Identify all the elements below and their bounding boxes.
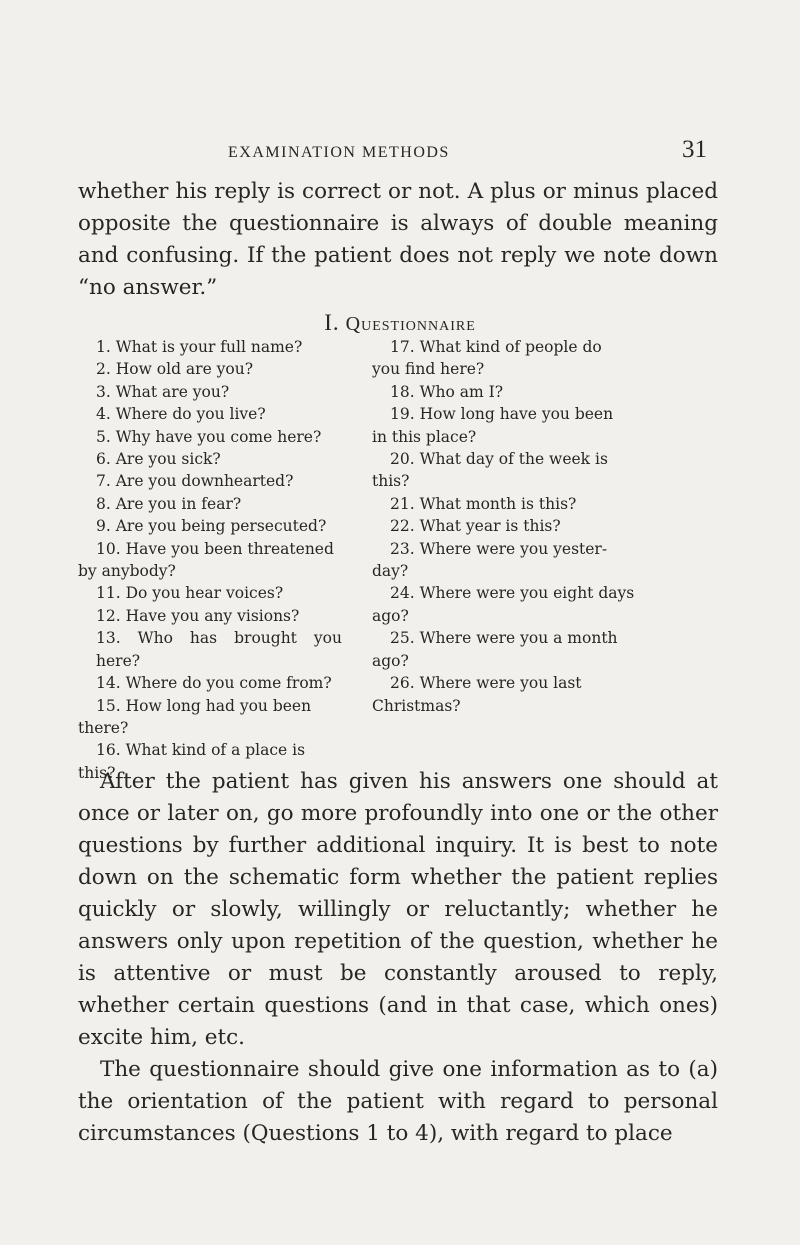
question-number: 4. bbox=[96, 405, 111, 424]
question-item bbox=[78, 358, 342, 380]
question-number: 17. bbox=[390, 338, 415, 356]
question-text: What year is this? bbox=[419, 517, 561, 536]
question-continuation: day? bbox=[372, 562, 409, 581]
question-item bbox=[78, 470, 342, 492]
question-item bbox=[78, 381, 342, 403]
question-text: Where do you come from? bbox=[125, 674, 332, 693]
question-number: 24. bbox=[390, 584, 415, 603]
question-item bbox=[372, 672, 718, 717]
question-number: 12. bbox=[96, 606, 121, 625]
question-number: 14. bbox=[96, 674, 121, 693]
question-number: 11. bbox=[96, 584, 121, 603]
paragraph-body-2: The questionnaire should give one information as to (a) the orientation of the patient with regard to personal circumstances (Questions 1 to 4), with regard to place bbox=[78, 1057, 718, 1146]
question-continuation: this? bbox=[78, 763, 116, 782]
question-item bbox=[78, 605, 342, 627]
question-text: Are you being persecuted? bbox=[115, 517, 327, 536]
question-number: 2. bbox=[96, 360, 111, 379]
question-number: 18. bbox=[390, 382, 415, 401]
question-item bbox=[372, 493, 718, 515]
questions-right-column bbox=[372, 336, 718, 717]
question-number: 5. bbox=[96, 427, 111, 446]
question-number: 6. bbox=[96, 450, 111, 469]
question-text: Why have you come here? bbox=[115, 427, 322, 446]
section-title: Questionnaire bbox=[345, 313, 476, 335]
question-number: 9. bbox=[96, 517, 111, 536]
question-text: Who has brought you here? bbox=[96, 629, 342, 670]
question-continuation: there? bbox=[78, 718, 129, 737]
section-heading bbox=[0, 310, 800, 336]
question-text: What kind of a place is bbox=[125, 741, 306, 760]
question-number: 10. bbox=[96, 539, 121, 558]
question-text: What day of the week is bbox=[419, 450, 608, 469]
question-item bbox=[78, 426, 342, 448]
question-item bbox=[372, 448, 718, 493]
question-continuation: Christmas? bbox=[372, 696, 461, 715]
paragraph-after-questionnaire bbox=[78, 766, 718, 1150]
question-text: Where were you eight days bbox=[419, 584, 635, 603]
question-item bbox=[78, 538, 342, 583]
question-continuation: you find here? bbox=[372, 360, 485, 379]
question-item bbox=[372, 403, 718, 448]
question-number: 21. bbox=[390, 494, 415, 513]
question-text: Do you hear voices? bbox=[125, 584, 284, 603]
question-continuation: this? bbox=[372, 472, 410, 491]
question-number: 19. bbox=[390, 405, 415, 424]
question-text: Have you any visions? bbox=[125, 606, 300, 625]
question-item bbox=[372, 515, 718, 537]
question-text: Are you sick? bbox=[115, 450, 221, 469]
paragraph-body-1: After the patient has given his answers one should at once or later on, go more profoundly into one or the other questions by further additional inquiry. It is best to note down on the schematic form whether the patient replies quickly or slowly, willingly or reluctantly; whether he answers only upon repetition of the question, whether he is attentive or must be constantly aroused to reply, whether certain questions (and in that case, which ones) excite him, etc. bbox=[78, 769, 718, 1050]
question-number: 23. bbox=[390, 539, 415, 558]
question-text: Are you downhearted? bbox=[115, 472, 294, 491]
question-item bbox=[78, 515, 342, 537]
question-number: 25. bbox=[390, 629, 415, 648]
question-number: 13. bbox=[96, 629, 121, 648]
question-text: What kind of people do bbox=[419, 338, 602, 356]
question-text: How long have you been bbox=[419, 405, 614, 424]
question-item bbox=[372, 582, 718, 627]
question-item bbox=[78, 448, 342, 470]
question-continuation: ago? bbox=[372, 606, 409, 625]
question-item bbox=[78, 582, 342, 604]
question-text: Are you in fear? bbox=[115, 494, 242, 513]
question-text: Have you been threatened bbox=[125, 539, 334, 558]
question-item bbox=[78, 493, 342, 515]
question-text: Where do you live? bbox=[115, 405, 266, 424]
question-continuation: by anybody? bbox=[78, 562, 176, 581]
question-item bbox=[78, 403, 342, 425]
question-number: 1. bbox=[96, 338, 111, 356]
question-text: How long had you been bbox=[125, 696, 312, 715]
question-number: 16. bbox=[96, 741, 121, 760]
question-item bbox=[78, 627, 342, 672]
question-number: 22. bbox=[390, 517, 415, 536]
page-number: 31 bbox=[682, 136, 707, 163]
question-item bbox=[78, 672, 342, 694]
paragraph-intro: whether his reply is correct or not. A plus or minus placed opposite the questionnaire is always of double meaning and confusing. If the patient does not reply we note down “no answer.” bbox=[78, 179, 718, 300]
question-continuation: in this place? bbox=[372, 427, 477, 446]
question-text: What is your full name? bbox=[115, 338, 303, 356]
question-text: How old are you? bbox=[115, 360, 254, 379]
question-number: 7. bbox=[96, 472, 111, 491]
section-numeral: I. bbox=[324, 310, 340, 335]
question-text: What are you? bbox=[115, 382, 230, 401]
question-number: 8. bbox=[96, 494, 111, 513]
question-item bbox=[372, 336, 718, 381]
question-text: Where were you a month bbox=[419, 629, 618, 648]
question-text: Where were you yester- bbox=[419, 539, 608, 558]
question-continuation: ago? bbox=[372, 651, 409, 670]
question-text: Who am I? bbox=[419, 382, 504, 401]
question-item bbox=[372, 381, 718, 403]
question-item bbox=[78, 695, 342, 740]
question-number: 26. bbox=[390, 674, 415, 693]
question-number: 3. bbox=[96, 382, 111, 401]
question-text: Where were you last bbox=[419, 674, 582, 693]
questions-left-column bbox=[78, 336, 342, 784]
question-number: 20. bbox=[390, 450, 415, 469]
running-head: EXAMINATION METHODS bbox=[228, 144, 450, 161]
question-item bbox=[78, 336, 342, 358]
question-number: 15. bbox=[96, 696, 121, 715]
question-item bbox=[372, 627, 718, 672]
question-item bbox=[372, 538, 718, 583]
question-text: What month is this? bbox=[419, 494, 577, 513]
